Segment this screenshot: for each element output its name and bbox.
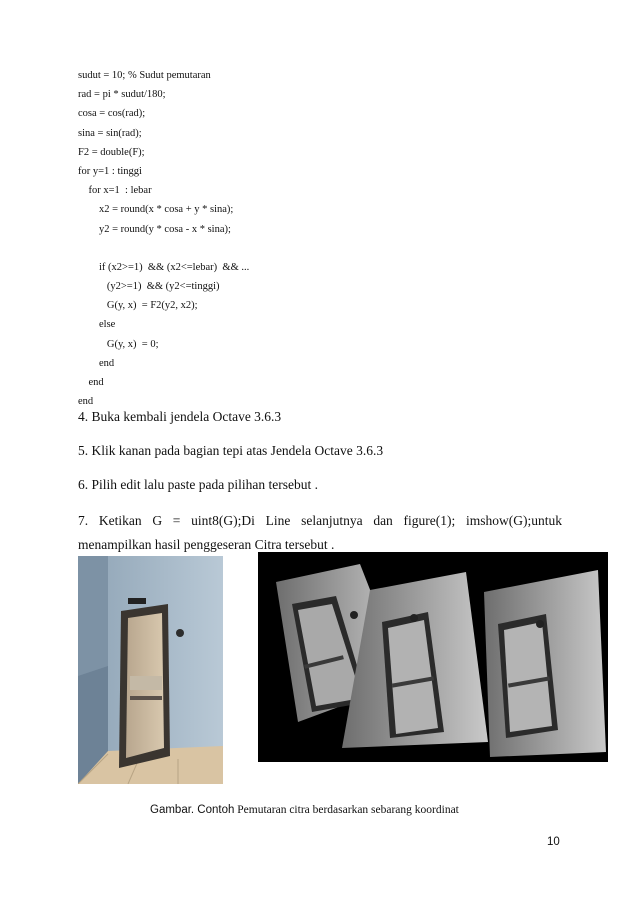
- hallway-door-photo: [78, 556, 223, 784]
- step-7: 7. Ketikan G = uint8(G);Di Line selanjutnya dan figure(1); imshow(G);untuk menampilkan hasil penggeseran Citra tersebut .: [78, 513, 562, 552]
- code-line: G(y, x) = 0;: [78, 338, 159, 350]
- code-line: (y2>=1) && (y2<=tinggi): [78, 281, 220, 293]
- code-line: F2 = double(F);: [78, 146, 145, 158]
- code-line: for x=1 : lebar: [78, 185, 152, 197]
- code-line: end: [78, 377, 104, 388]
- step-5: 5. Klik kanan pada bagian tepi atas Jendela Octave 3.6.3: [78, 443, 384, 458]
- code-line: sina = sin(rad);: [78, 127, 142, 139]
- code-line: else: [78, 319, 116, 331]
- code-line: rad = pi * sudut/180;: [78, 89, 166, 101]
- code-line: [78, 239, 558, 258]
- code-line: y2 = round(y * cosa - x * sina);: [78, 223, 231, 235]
- code-listing: [78, 66, 558, 411]
- code-line: end: [78, 357, 115, 369]
- caption-text: Pemutaran citra berdasarkan sebarang koordinat: [237, 804, 459, 816]
- code-line: G(y, x) = F2(y2, x2);: [78, 300, 198, 312]
- code-line: end: [78, 396, 94, 408]
- code-line: cosa = cos(rad);: [78, 108, 146, 120]
- figure-caption: [150, 804, 459, 816]
- step-6: 6. Pilih edit lalu paste pada pilihan tersebut .: [78, 477, 318, 492]
- original-photo: [78, 556, 223, 784]
- code-line: if (x2>=1) && (x2<=lebar) && ...: [78, 261, 250, 273]
- code-line: for y=1 : tinggi: [78, 165, 142, 177]
- rotated-door-photo: [258, 552, 608, 762]
- rotated-result-image: [258, 552, 608, 762]
- caption-prefix: Gambar. Contoh: [150, 804, 235, 816]
- code-line: x2 = round(x * cosa + y * sina);: [78, 204, 234, 216]
- step-4: 4. Buka kembali jendela Octave 3.6.3: [78, 409, 282, 424]
- code-line: sudut = 10; % Sudut pemutaran: [78, 70, 211, 81]
- page-number: 10: [547, 836, 560, 848]
